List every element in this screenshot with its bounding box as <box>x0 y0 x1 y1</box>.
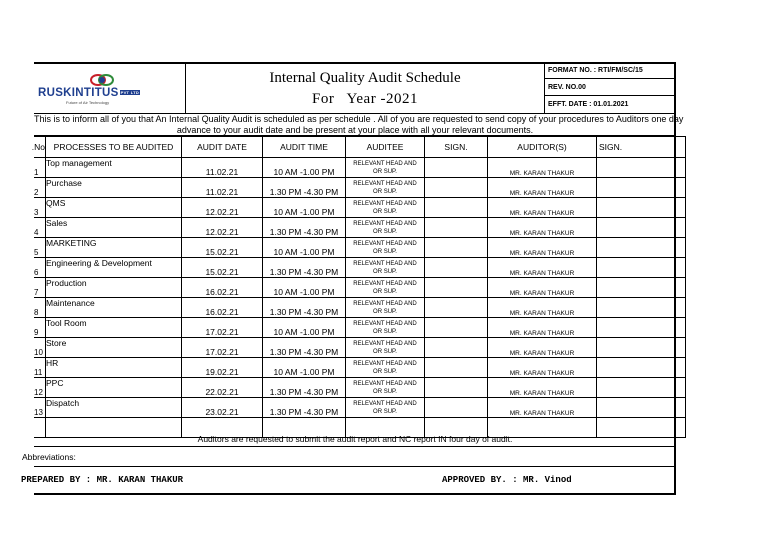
col-header-auditor: AUDITOR(S) <box>488 137 597 158</box>
row-number: 10 <box>34 338 46 358</box>
auditee <box>346 158 425 178</box>
process-name: Sales <box>46 218 182 238</box>
audit-time: 1.30 PM -4.30 PM <box>263 338 346 358</box>
process-name: MARKETING <box>46 238 182 258</box>
audit-time: 1.30 PM -4.30 PM <box>263 298 346 318</box>
company-logo-text <box>38 87 140 99</box>
col-header-process: PROCESSES TO BE AUDITED <box>46 137 182 158</box>
auditee-line-1: RELEVANT HEAD AND <box>353 360 417 367</box>
table-row <box>34 158 686 178</box>
auditor-name: MR. KARAN THAKUR <box>488 158 597 178</box>
audit-date: 12.02.21 <box>182 218 263 238</box>
auditor-name: MR. KARAN THAKUR <box>488 378 597 398</box>
auditor-sign <box>597 338 686 358</box>
process-name: Top management <box>46 158 182 178</box>
audit-date: 11.02.21 <box>182 178 263 198</box>
auditee-line-2: OR SUP. <box>373 308 397 315</box>
brand-suffix: PVT LTD <box>120 90 140 96</box>
audit-time: 1.30 PM -4.30 PM <box>263 398 346 418</box>
auditee-sign <box>425 178 488 198</box>
prepared-by <box>21 475 234 485</box>
auditee-sign <box>425 218 488 238</box>
col-header-no: No. <box>34 137 46 158</box>
col-header-time: AUDIT TIME <box>263 137 346 158</box>
process-name: Dispatch <box>46 398 182 418</box>
col-header-sign2: SIGN. <box>597 137 686 158</box>
row-number: 6 <box>34 258 46 278</box>
auditor-name: MR. KARAN THAKUR <box>488 318 597 338</box>
auditee-line-1: RELEVANT HEAD AND <box>353 400 417 407</box>
row-number: 13 <box>34 398 46 418</box>
auditor-sign <box>597 258 686 278</box>
audit-date: 17.02.21 <box>182 338 263 358</box>
auditor-sign <box>597 358 686 378</box>
page-title: Internal Quality Audit Schedule <box>269 70 461 86</box>
auditee-sign <box>425 238 488 258</box>
auditor-name: MR. KARAN THAKUR <box>488 298 597 318</box>
brand-tagline: Future of Air Technology <box>66 100 110 105</box>
process-name: Production <box>46 278 182 298</box>
audit-time: 1.30 PM -4.30 PM <box>263 378 346 398</box>
auditee-line-2: OR SUP. <box>373 228 397 235</box>
audit-time: 10 AM -1.00 PM <box>263 198 346 218</box>
auditee-sign <box>425 378 488 398</box>
auditee <box>346 298 425 318</box>
col-header-date: AUDIT DATE <box>182 137 263 158</box>
auditee <box>346 358 425 378</box>
audit-date: 23.02.21 <box>182 398 263 418</box>
auditor-sign <box>597 398 686 418</box>
auditee-sign <box>425 198 488 218</box>
auditee-sign <box>425 398 488 418</box>
auditee-line-1: RELEVANT HEAD AND <box>353 280 417 287</box>
auditee-line-1: RELEVANT HEAD AND <box>353 240 417 247</box>
process-name: QMS <box>46 198 182 218</box>
row-number: 3 <box>34 198 46 218</box>
process-name: HR <box>46 358 182 378</box>
auditee-line-2: OR SUP. <box>373 328 397 335</box>
auditor-name: MR. KARAN THAKUR <box>488 258 597 278</box>
abbreviations-text: Abbreviations: <box>22 452 76 462</box>
audit-date: 16.02.21 <box>182 278 263 298</box>
auditee-line-2: OR SUP. <box>373 348 397 355</box>
table-row <box>34 378 686 398</box>
company-logo-icon <box>88 72 116 88</box>
auditee-sign <box>425 258 488 278</box>
audit-date: 12.02.21 <box>182 198 263 218</box>
auditee-line-1: RELEVANT HEAD AND <box>353 320 417 327</box>
auditee-line-2: OR SUP. <box>373 208 397 215</box>
audit-date: 22.02.21 <box>182 378 263 398</box>
auditor-sign <box>597 298 686 318</box>
audit-date: 19.02.21 <box>182 358 263 378</box>
row-number: 11 <box>34 358 46 378</box>
process-name: Maintenance <box>46 298 182 318</box>
process-name: Engineering & Development <box>46 258 182 278</box>
auditor-sign <box>597 238 686 258</box>
audit-date: 15.02.21 <box>182 258 263 278</box>
auditor-name: MR. KARAN THAKUR <box>488 398 597 418</box>
auditor-sign <box>597 378 686 398</box>
process-name: Purchase <box>46 178 182 198</box>
auditee-line-2: OR SUP. <box>373 188 397 195</box>
format-number: FORMAT NO. : RTI/FM/SC/15 <box>545 62 676 79</box>
brand-name: RUSKINTITUS <box>38 87 119 99</box>
table-row <box>34 258 686 278</box>
prepared-by-text: PREPARED BY : MR. KARAN THAKUR <box>21 475 184 485</box>
table-row <box>34 338 686 358</box>
audit-time: 1.30 PM -4.30 PM <box>263 178 346 198</box>
title-cell <box>186 62 545 114</box>
abbreviations-label <box>22 447 676 467</box>
row-number: 7 <box>34 278 46 298</box>
table-row <box>34 218 686 238</box>
row-number: 4 <box>34 218 46 238</box>
audit-time: 1.30 PM -4.30 PM <box>263 258 346 278</box>
footnote: Auditors are requested to submit the audit report and NC report IN four day of audit. <box>34 431 676 447</box>
audit-date: 16.02.21 <box>182 298 263 318</box>
auditee-line-2: OR SUP. <box>373 168 397 175</box>
intro-line-2: advance to your audit date and be present at your place with all your relevant documents. <box>176 125 534 135</box>
audit-time: 10 AM -1.00 PM <box>263 238 346 258</box>
auditor-name: MR. KARAN THAKUR <box>488 218 597 238</box>
auditee-line-2: OR SUP. <box>373 368 397 375</box>
auditee-sign <box>425 158 488 178</box>
auditee <box>346 338 425 358</box>
row-number: 12 <box>34 378 46 398</box>
auditee-line-1: RELEVANT HEAD AND <box>353 340 417 347</box>
effective-date: EFFT. DATE : 01.01.2021 <box>545 96 676 114</box>
auditor-name: MR. KARAN THAKUR <box>488 278 597 298</box>
auditee-line-2: OR SUP. <box>373 388 397 395</box>
auditor-sign <box>597 158 686 178</box>
auditee-line-2: OR SUP. <box>373 268 397 275</box>
audit-date: 15.02.21 <box>182 238 263 258</box>
auditor-name: MR. KARAN THAKUR <box>488 198 597 218</box>
auditee-sign <box>425 278 488 298</box>
auditee-line-1: RELEVANT HEAD AND <box>353 220 417 227</box>
auditee <box>346 218 425 238</box>
row-number: 9 <box>34 318 46 338</box>
auditee-line-1: RELEVANT HEAD AND <box>353 260 417 267</box>
revision-number: REV. NO.00 <box>545 79 676 96</box>
auditee-sign <box>425 338 488 358</box>
process-name: PPC <box>46 378 182 398</box>
row-number: 8 <box>34 298 46 318</box>
audit-schedule-table <box>31 136 686 438</box>
audit-time: 1.30 PM -4.30 PM <box>263 218 346 238</box>
auditee-line-1: RELEVANT HEAD AND <box>353 200 417 207</box>
auditee <box>346 178 425 198</box>
col-header-auditee: AUDITEE <box>346 137 425 158</box>
intro-notice <box>34 114 684 136</box>
process-name: Tool Room <box>46 318 182 338</box>
col-header-sign: SIGN. <box>425 137 488 158</box>
auditor-sign <box>597 318 686 338</box>
audit-time: 10 AM -1.00 PM <box>263 358 346 378</box>
auditee <box>346 378 425 398</box>
auditor-sign <box>597 178 686 198</box>
table-row <box>34 278 686 298</box>
auditor-sign <box>597 198 686 218</box>
auditee <box>346 198 425 218</box>
auditor-name: MR. KARAN THAKUR <box>488 338 597 358</box>
table-header-row <box>34 137 686 158</box>
auditee <box>346 398 425 418</box>
audit-time: 10 AM -1.00 PM <box>263 278 346 298</box>
auditee-line-1: RELEVANT HEAD AND <box>353 300 417 307</box>
auditee-sign <box>425 298 488 318</box>
table-row <box>34 298 686 318</box>
table-row <box>34 198 686 218</box>
auditee-line-1: RELEVANT HEAD AND <box>353 380 417 387</box>
auditee <box>346 258 425 278</box>
auditee-line-1: RELEVANT HEAD AND <box>353 160 417 167</box>
audit-time: 10 AM -1.00 PM <box>263 158 346 178</box>
auditee-line-2: OR SUP. <box>373 288 397 295</box>
page-subtitle: For Year -2021 <box>312 91 418 107</box>
audit-date: 11.02.21 <box>182 158 263 178</box>
row-number: 1 <box>34 158 46 178</box>
approved-by: APPROVED BY. : MR. Vinod <box>442 475 572 485</box>
auditee-line-1: RELEVANT HEAD AND <box>353 180 417 187</box>
process-name: Store <box>46 338 182 358</box>
auditee-sign <box>425 318 488 338</box>
table-row <box>34 398 686 418</box>
auditee <box>346 318 425 338</box>
intro-line-1: This is to inform all of you that An Internal Quality Audit is scheduled as per schedule . All of you are requested to send copy of your procedures to Auditors one day <box>34 114 684 124</box>
table-row <box>34 238 686 258</box>
auditee <box>346 278 425 298</box>
auditor-name: MR. KARAN THAKUR <box>488 238 597 258</box>
auditor-sign <box>597 218 686 238</box>
table-row <box>34 318 686 338</box>
auditor-name: MR. KARAN THAKUR <box>488 178 597 198</box>
audit-date: 17.02.21 <box>182 318 263 338</box>
auditor-name: MR. KARAN THAKUR <box>488 358 597 378</box>
auditor-sign <box>597 278 686 298</box>
row-number: 5 <box>34 238 46 258</box>
row-number: 2 <box>34 178 46 198</box>
table-row <box>34 178 686 198</box>
auditee-line-2: OR SUP. <box>373 408 397 415</box>
auditee <box>346 238 425 258</box>
audit-time: 10 AM -1.00 PM <box>263 318 346 338</box>
table-row <box>34 358 686 378</box>
auditee-line-2: OR SUP. <box>373 248 397 255</box>
auditee-sign <box>425 358 488 378</box>
